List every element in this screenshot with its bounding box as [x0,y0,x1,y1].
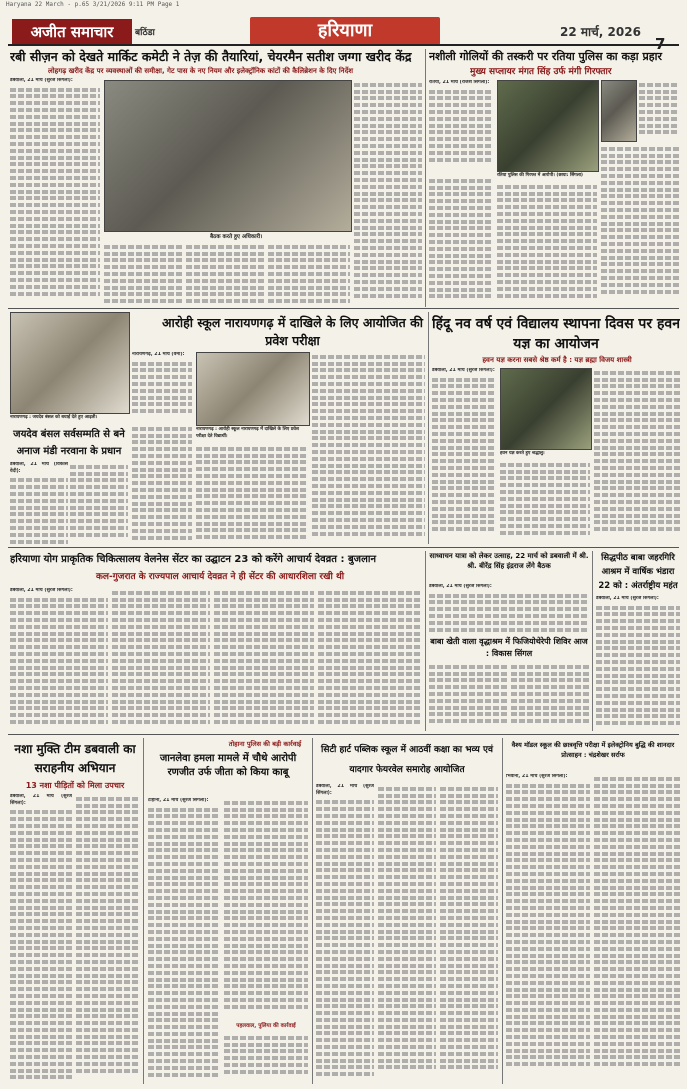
newspaper-brand: अजीत समाचार [12,19,132,45]
sidhpeeth-headline: सिद्धपीठ बाबा जहरगिरि आश्रम में वार्षिक भंडारा 22 को : अंतर्राष्ट्रीय महंत [598,553,678,591]
school-body-col3 [440,784,498,1082]
column-divider [428,312,429,544]
column-divider [312,738,313,1084]
column-divider [592,551,593,731]
aarohi-headline: आरोही स्कूल नारायणगढ़ में दाखिले के लिए आयोजित की प्रवेश परीक्षा [162,315,423,348]
hindu-subhead: हवन यज्ञ करना सबसे श्रेष्ठ कर्म है : यज्ञ ब्रह्मा विजय शास्त्री [482,356,632,364]
lead-body-col1 [10,78,100,304]
bansal-headline: जयदेव बंसल सर्वसम्मति से बने अनाज मंडी नरवाना के प्रधान [13,429,125,457]
lead-body-col5 [354,80,422,304]
police-box-label: पहलवाल, पुलिया की कार्रवाई [236,1023,296,1029]
masthead [0,9,687,43]
hindu-headline: हिंदू नव वर्ष एवं विद्यालय स्थापना दिवस पर हवन यज्ञ का आयोजन [432,316,680,352]
physio-headline: बाबा खेती वाला वृद्धाश्रम में फिजियोथेरेपी शिविर आज : विकास सिंगल [430,637,588,658]
hindu-photo [500,368,592,450]
physio-body-col1 [429,662,507,730]
column-divider [143,738,144,1084]
row-rule [8,547,679,548]
hindu-photo-caption: हवन यज्ञ करते हुए श्रद्धालु। [500,451,545,456]
vaish-dateline: भिवानी, 21 मार्च (सुरज सिंगला): [506,774,568,779]
vaish-body-col1 [506,774,590,1082]
aarohi-photo [196,352,310,426]
school-body-col1 [316,784,374,1082]
row-rule [8,308,679,309]
drugs-body-col4 [601,144,679,304]
jyot-headline: साध्वाचन यात्रा को लेकर उत्साह, 22 मार्च को डबवाली में श्री. श्री. बीरेंद्र सिंह इंद्रराज लेंगे बैठक [429,552,589,570]
lead-photo-caption: बैठक करते हुए अधिकारी। [210,234,263,240]
drugs-subhead: मुख्य सप्लायर मंगत सिंह उर्फ मंगी गिरफ्तार [470,67,612,77]
lead-body-col4 [268,242,350,304]
accused-photo [601,80,637,142]
police-body-col1 [148,798,220,1082]
issue-date: 22 मार्च, 2026 [560,25,641,39]
yoga-body-col1 [10,588,108,728]
drugs-body-col1 [429,80,493,172]
lead-body-col3 [186,242,264,304]
yoga-subhead: कल-गुजरात के राज्यपाल आचार्य देवव्रत ने ही सेंटर की आधारशिला रखी थी [95,572,345,582]
nasha-body-col2 [76,794,140,1082]
bansal-photo [10,312,130,414]
bansal-dateline: डबवाली, 21 मार्च (विकास वेदी): [10,462,68,474]
column-divider [502,738,503,1084]
police-headline: जानलेवा हमला मामले में चौथे आरोपी रणजीत उर्फ जीता को किया काबू [159,753,297,778]
police-kicker: तोहाना पुलिस की बड़ी कार्रवाई [228,740,302,748]
yoga-body-col3 [214,588,314,728]
aarohi-dateline: नारायणगढ़, 21 मार्च (वर्मा): [132,352,185,357]
aarohi-body-col1 [132,352,192,420]
bansal-body-col1 [10,462,68,544]
section-title: हरियाणा [250,17,440,45]
lead-headline: रबी सीज़न को देखते मार्किट कमेटी ने तेज़ की तैयारियां, चेयरमैन सतीश जग्गा खरीद केंद्र [10,49,412,64]
school-dateline: डबवाली, 21 मार्च (सुरज सिंगला): [316,784,374,796]
jyot-dateline: डबवाली, 21 मार्च (सुरज सिंगला): [429,584,492,589]
lead-subhead: लोहगढ़ खरीद केंद्र पर व्यवस्थाओं की समीक्षा, गेट पास के नए नियम और इलेक्ट्रॉनिक कांटों की कैलिब्रेशन के दिए निर्देश [48,67,354,75]
sidhpeeth-dateline: डबवाली, 21 मार्च (सुरज सिंगला): [596,596,659,601]
vaish-body-col2 [594,774,680,1082]
hindu-body-col3 [594,368,680,544]
nasha-dateline: डबवाली, 21 मार्च (सुरज सिंगला): [10,794,72,806]
hindu-body-col2 [500,460,590,544]
lead-dateline: डबवाली, 21 मार्च (सुरज सिंगला): [10,78,73,83]
print-slug: Haryana 22 March - p.65 3/21/2026 9:11 PM Page 1 [6,1,180,8]
drugs-body-col2 [429,176,493,304]
aarohi-body-col4 [312,352,425,544]
lead-photo [104,80,352,232]
police-body-col2 [224,798,308,1018]
school-headline: सिटी हार्ट पब्लिक स्कूल में आठवीं कक्षा का भव्य एवं यादगार फेयरवेल समारोह आयोजित [321,745,493,775]
aarohi-body-col3 [196,444,308,544]
column-divider [425,49,426,307]
nasha-body-col1 [10,794,72,1082]
nasha-subhead: 13 नशा पीड़ितों को मिला उपचार [25,781,125,790]
drugs-body-col3 [497,182,597,304]
physio-body-col2 [511,662,589,730]
yoga-headline: हरियाणा योग प्राकृतिक चिकित्सालय वेलनेस सेंटर का उद्घाटन 23 को करेंगे आचार्य देवव्रत : बुजलान [10,554,377,565]
drugs-photo [497,80,599,172]
police-dateline: टोहाना, 21 मार्च (सुरज सिंगला): [148,798,209,803]
aarohi-body-col2 [132,424,192,544]
row-rule [8,734,679,735]
school-body-col2 [378,784,436,1082]
sidhpeeth-body [596,596,680,730]
drugs-photo-caption: रतिया पुलिस की गिरफ्त में आरोपी। (छाया: सिंगला) [497,173,583,178]
yoga-body-col2 [112,588,210,728]
vaish-headline: वैश्य मॉडल स्कूल की छात्रवृत्ति परीक्षा में इलेक्ट्रोनिय बुद्धि की शानदार प्रोत्साहन : चंद्रशेखर सर्राफ [511,741,675,759]
drugs-dateline: रतिया, 21 मार्च (राजेश सिंगला): [429,80,490,85]
lead-body-col2 [104,242,182,304]
police-box-body [224,1033,308,1082]
drugs-body-col5 [639,80,679,140]
yoga-body-col4 [318,588,422,728]
hindu-body-col1 [432,368,496,544]
aarohi-photo-caption: नारायणगढ़ : आरोही स्कूल नारायणगढ़ में दाखिले के लिए प्रवेश परीक्षा देते विद्यार्थी। [196,427,299,439]
edition-city: बठिंडा [135,28,155,38]
bansal-body-col2 [70,462,128,544]
header-rule [8,44,679,46]
nasha-headline: नशा मुक्ति टीम डबवाली का सराहनीय अभियान [14,742,136,775]
bansal-photo-caption: नारायणगढ़ : जयदेव बंसल को बधाई देते हुए आढ़ती। [10,415,98,420]
drugs-headline: नशीली गोलियों की तस्करी पर रतिया पुलिस का कड़ा प्रहार [429,50,662,63]
column-divider [425,551,426,731]
jyot-body [429,584,589,634]
yoga-dateline: डबवाली, 21 मार्च (सुरज सिंगला): [10,588,73,593]
hindu-dateline: डबवाली, 21 मार्च (सुरज सिंगला): [432,368,495,373]
